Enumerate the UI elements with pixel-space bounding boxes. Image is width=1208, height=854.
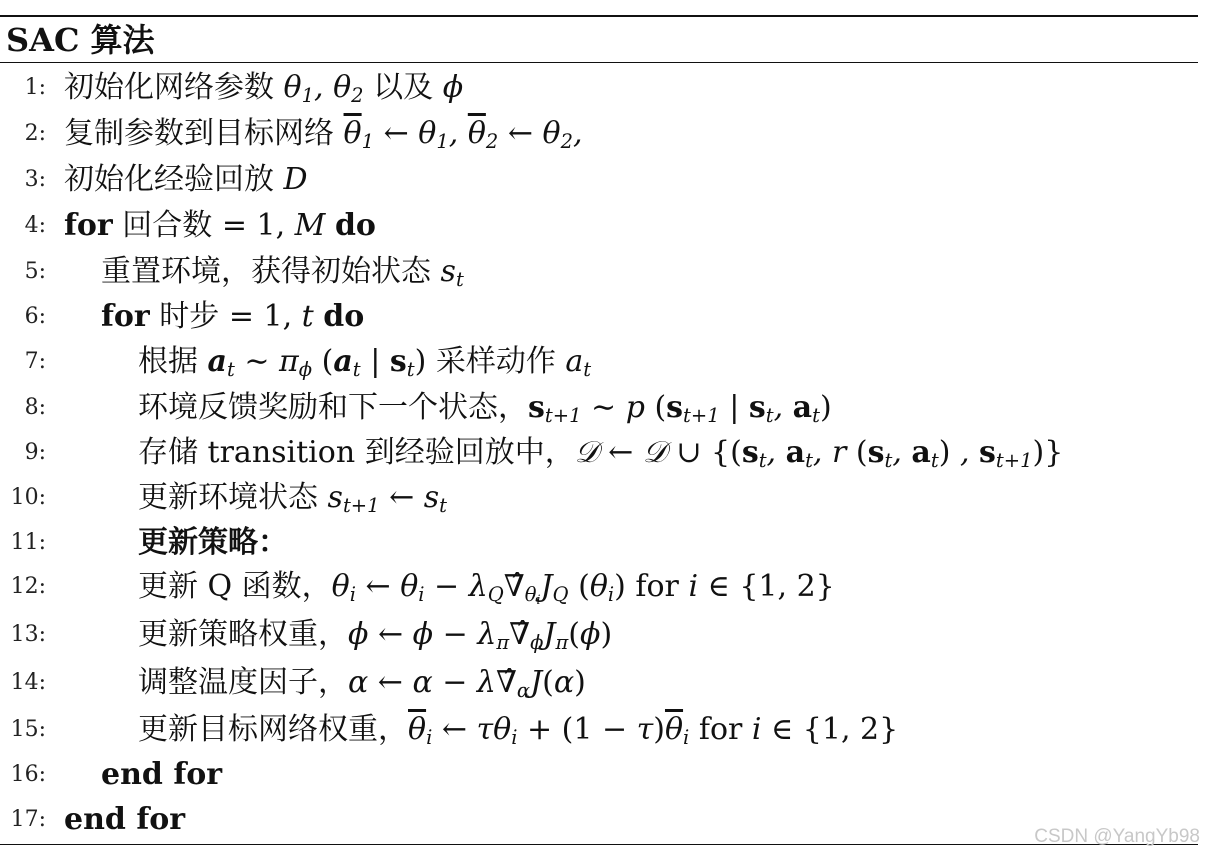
line-content [64, 206, 376, 246]
line-number: 5: [24, 259, 46, 284]
line-number: 2: [24, 121, 46, 146]
math-expression-2: i ∈ {1, 2} [688, 569, 835, 604]
line-text: 重置环境，获得初始状态 [101, 254, 431, 289]
math-expression: $s_t$ [440, 254, 464, 291]
line-number: 17: [10, 807, 46, 832]
math-expression: $s_{t+1}$ ← $s_t$ [327, 480, 447, 517]
line-number: 7: [24, 349, 46, 374]
line-content [138, 523, 288, 563]
line-content [138, 710, 898, 758]
top-rule [0, 15, 1198, 17]
line-text: 初始化网络参数 [64, 70, 274, 105]
line-number: 16: [10, 762, 46, 787]
line-number: 13: [10, 622, 46, 647]
line-number: 12: [10, 574, 46, 599]
line-content [64, 800, 185, 840]
algorithm-title: SAC 算法 [6, 21, 155, 59]
line-content [138, 567, 835, 620]
line-number: 14: [10, 670, 46, 695]
bottom-rule [0, 844, 1198, 845]
math-expression: $s_{t+1}$ ∼ p ($s_{t+1}$ | $s_t$, $a_t$) [528, 390, 832, 427]
line-number: 1: [24, 75, 46, 100]
math-expression: 𝒟 ← 𝒟 ∪ {($s_t$, $a_t$, r ($s_t$, $a_t$) , $s_{t+1}$)} [574, 435, 1064, 472]
math-expression-2: i ∈ {1, 2} [751, 712, 899, 747]
line-content [138, 663, 586, 711]
line-text: 更新策略权重， [138, 617, 348, 652]
line-content [138, 615, 612, 663]
line-text-2: 采样动作 [435, 344, 556, 379]
line-text: 更新目标网络权重， [138, 712, 408, 747]
math-expression: ϕ ← $\phi - \lambda_\pi\nablâ_\phi J_\pi(\phi)$ [348, 617, 613, 654]
keyword-for: for [64, 208, 113, 243]
line-number: 15: [10, 717, 46, 742]
math-expression: α ← $\alpha - \lambda\nablâ_\alpha J(\alpha)$ [348, 665, 586, 702]
keyword-for: for [101, 299, 150, 334]
line-text: 更新 Q 函数， [138, 569, 332, 604]
line-content [101, 297, 364, 337]
line-text: 复制参数到目标网络 [64, 116, 334, 151]
keyword-do: do [323, 299, 365, 334]
line-number: 8: [24, 395, 46, 420]
math-expression: = 1, M [221, 208, 326, 243]
line-number: 11: [10, 530, 46, 555]
line-text-2: 以及 [373, 70, 434, 105]
math-expression: $\overline{\theta}_1$ ← $\theta_1$, $\overline{\theta}_2$ ← $\theta_2$, [343, 116, 583, 153]
keyword-end-for: end for [64, 802, 186, 837]
line-text-2: for [635, 569, 679, 604]
line-text: 调整温度因子， [138, 665, 348, 700]
line-number: 10: [10, 485, 46, 510]
header-rule [0, 62, 1198, 63]
watermark: CSDN @YangYb98 [1034, 826, 1200, 847]
math-expression: $a_t$ ∼ $\pi_\phi$ ($a_t$ | $s_t$) [207, 344, 427, 381]
line-text: 存储 transition 到经验回放中， [138, 435, 575, 470]
line-text: 时步 [159, 299, 220, 334]
line-content [64, 68, 463, 116]
math-expression: $\theta_1$, $\theta_2$ [283, 70, 364, 107]
line-text: 回合数 [122, 208, 213, 243]
math-expression: $\theta_i$ ← $\theta_i$ − $\lambda_Q\nablâ_{\theta_i}J_Q$ $(\theta_i)$ [331, 569, 626, 608]
math-expression: = 1, t [228, 299, 314, 334]
line-text-bold: 更新策略： [138, 525, 288, 560]
line-text: 更新环境状态 [138, 480, 318, 515]
line-content [138, 433, 1063, 481]
math-expression-phi: ϕ [442, 70, 464, 105]
line-number: 9: [24, 440, 46, 465]
math-expression: $\overline{\theta}_i$ ← $\tau\theta_i + (1 - \tau)\overline{\theta}_i$ [408, 712, 690, 749]
line-text-2: for [698, 712, 743, 747]
line-content [138, 478, 447, 526]
line-content [64, 114, 583, 162]
math-expression-2: $a_t$ [565, 344, 592, 381]
line-number: 3: [24, 167, 46, 192]
line-content [138, 342, 591, 390]
line-text: 初始化经验回放 [64, 162, 274, 197]
line-content [101, 252, 464, 300]
line-text: 环境反馈奖励和下一个状态， [138, 390, 528, 425]
line-number: 6: [24, 304, 46, 329]
line-content [138, 388, 832, 436]
line-content [64, 160, 308, 200]
keyword-end-for: end for [101, 757, 223, 792]
math-expression: D [283, 162, 308, 197]
line-content [101, 755, 222, 795]
line-text: 根据 [138, 344, 198, 379]
line-number: 4: [24, 213, 46, 238]
keyword-do: do [334, 208, 376, 243]
